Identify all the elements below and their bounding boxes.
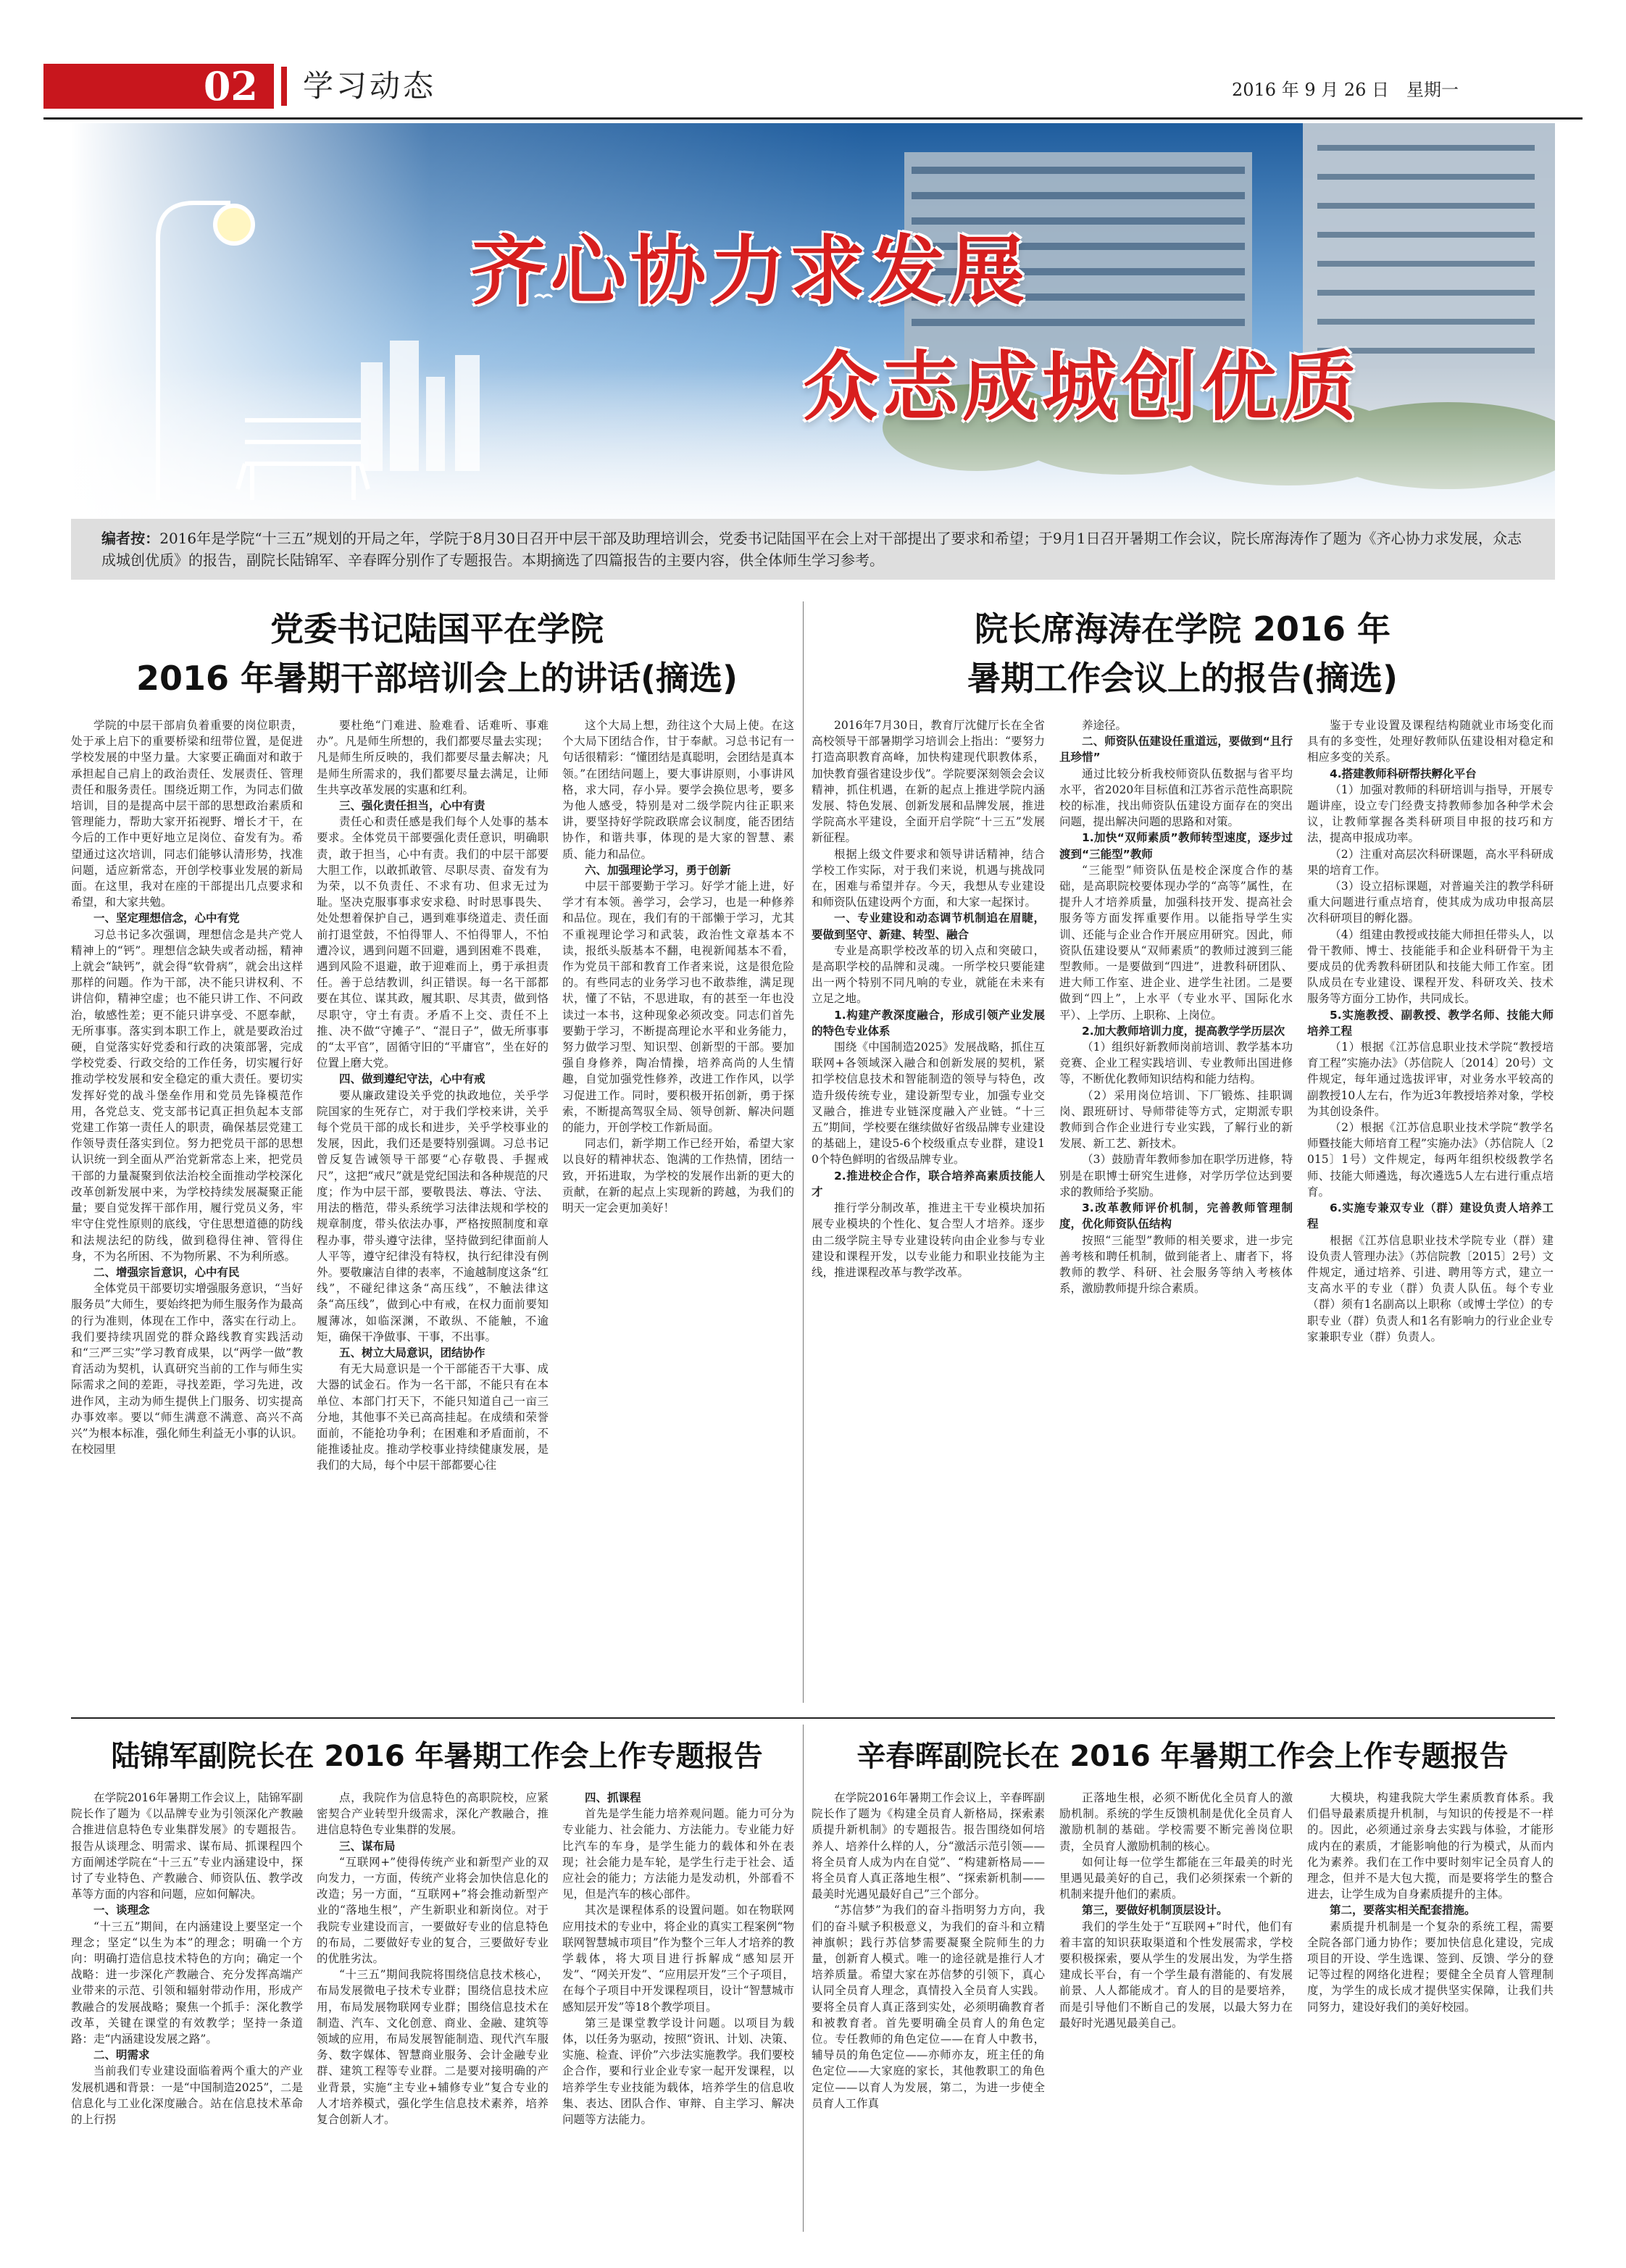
paragraph: 根据上级文件要求和领导讲话精神，结合学校工作实际，对于我们来说，机遇与挑战同在，困难与希望并存。今天，我想从专业建设和师资队伍建设两个方面，和大家一起探讨。 (812, 847, 1045, 909)
paragraph: “十三五”期间，在内涵建设上要坚定一个理念；坚定“以生为本”的理念；明确一个方向：明确打造信息技术特色的方向；确定一个战略：进一步深化产教融合、充分发挥高端产业带来的示范、引领和辐射带动作用，形成产教融合的发展战略；聚焦一个抓手：深化教学改革，关键在课堂的有效教学；坚持一条道路：走“内涵建设发展之路”。 (71, 1919, 303, 2046)
paragraph: （1）组织好新教师岗前培训、教学基本功竞赛、企业工程实践培训、专业教师出国进修等，不断优化教师知识结构和能力结构。 (1059, 1041, 1293, 1086)
editor-note-box (71, 519, 1555, 580)
article-3-column-2 (317, 1790, 549, 2225)
paragraph: 点，我院作为信息特色的高职院校，应紧密契合产业转型升级需求，深化产教融合，推进信息特色专业集群的发展。 (317, 1791, 549, 1837)
subheading: 二、增强宗旨意识，心中有民 (93, 1265, 240, 1279)
paragraph: “苏信梦”为我们的奋斗指明努力方向，我们的奋斗赋予积极意义，为我们的奋斗和立精神旗帜；践行苏信梦需要凝聚全院师生的力量，创新育人模式。唯一的途径就是推行人才培养质量。希望大家在苏信梦的引领下，真心认同全员育人理念，真情投入全员育人实践。要将全员育人真正落到实处，必须明确教育者和被教育者。首先要明确全员育人的角色定位。专任教师的角色定位——在育人中教书，辅导员的角色定位——亦师亦友，班主任的角色定位——大家庭的家长，其他教职工的角色定位——以育人为发展，第二，为进一步使全员育人工作真 (812, 1904, 1045, 2110)
issue-date: 2016 年 9 月 26 日 星期一 (1232, 80, 1459, 100)
header-rule (43, 117, 1583, 120)
subheading: 三、强化责任担当，心中有责 (339, 799, 485, 813)
paragraph: 责任心和责任感是我们每个人处事的基本要求。全体党员干部要强化责任意识，明确职责，敢于担当，心中有责。我们的中层干部要大胆工作，以敢抓敢管、尽职尽责、奋发有为为荣，以不负责任、不求有功、但求无过为耻。坚决克服事事求安求稳、时时思事畏失、处处想着保护自己，遇到难事绕道走、责任面前打退堂鼓，不怕得罪人、不怕得罪人，不怕遭冷议，遇到问题不回避，遇到困难不畏难，遇到风险不退避，敢于迎难而上，勇于承担责任。善于总结教训，纠正错误。每一名干部都要在其位、谋其政，履其职、尽其责，做到恪尽职守，守土有责。矛盾不上交、责任不上推、决不做“守摊子”、“混日子”，做无所事事的“太平官”，固循守旧的“平庸官”，坐在好的位置上磨大党。 (317, 815, 549, 1070)
article-4-column-2 (1059, 1790, 1293, 2225)
column-divider-lower (803, 1725, 804, 2232)
article-2-column-1 (812, 717, 1045, 1696)
paragraph: （2）根据《江苏信息职业技术学院“教学名师暨技能大师培育工程”实施办法》（苏信院人〔2015〕1号）文件规定，每两年组织校级教学名师、技能大师遴选，每次遴选5人左右进行重点培育。 (1307, 1121, 1554, 1198)
header-separator (281, 67, 287, 106)
subheading: 三、谋布局 (339, 1839, 396, 1853)
paragraph: 全体党员干部要切实增强服务意识，“当好服务员”大师生，要始终把为师生服务作为最高的行为准则，体现在工作中，落实在行动上。我们要持续巩固党的群众路线教育实践活动和“三严三实”学习教育成果，以“两学一做”教育活动为契机，认真研究当前的工作与师生实际需求之间的差距，寻找差距，学习先进，改进作风，主动为师生提供上门服务、切实提高办事效率。要以“师生满意不满意、高兴不高兴”为根本标准，强化师生利益无小事的认识。在校园里 (71, 1282, 303, 1456)
subheading: 二、明需求 (93, 2048, 150, 2062)
paragraph: 首先是学生能力培养观问题。能力可分为专业能力、社会能力、方法能力。专业能力好比汽车的车身，是学生能力的载体和外在表现；社会能力是车轮，是学生行走于社会、适应社会的能力；方法能力是发动机，外部看不见，但是汽车的核心部件。 (562, 1807, 794, 1901)
subheading: 5.实施教授、副教授、教学名师、技能大师培养工程 (1307, 1008, 1554, 1038)
paragraph: （3）鼓励青年教师参加在职学历进修，特别是在职博士研究生进修，对学历学位达到要求的教师给予奖励。 (1059, 1153, 1293, 1198)
paragraph: 鉴于专业设置及课程结构随就业市场变化而具有的多变性，处理好教师队伍建设相对稳定和相应多变的关系。 (1307, 719, 1554, 764)
paragraph: 根据《江苏信息职业技术学院专业（群）建设负责人管理办法》（苏信院教〔2015〕2号）文件规定，通过培养、引进、聘用等方式，建立一支高水平的专业（群）负责人队伍。每个专业（群）须有1名副高以上职称（或博士学位）的专职专业（群）负责人和1名有影响力的行业企业专家兼职专业（群）负责人。 (1307, 1233, 1554, 1343)
paragraph: “三能型”师资队伍是校企深度合作的基础，是高职院校要体现办学的“高等”属性，在提升人才培养质量，加强科技开发、提高社会服务等方面发挥重要作用。以能指导学生实训、还能与企业合作开展应用研究。因此，师资队伍建设要从“双师素质”的教师过渡到三能型教师。一是要做到“四进”，进教科研团队、进大师工作室、进企业、进学生社团。二是要做到“四上”，上水平（专业水平、国际化水平）、上学历、上职称、上岗位。 (1059, 863, 1293, 1022)
subheading: 四、做到遵纪守法，心中有戒 (339, 1072, 485, 1086)
article-2-title-line-2: 暑期工作会议上的报告(摘选) (967, 659, 1398, 698)
article-4-column-3 (1307, 1790, 1554, 2225)
paragraph: 第三是课堂教学设计问题。以项目为载体，以任务为驱动，按照“资讯、计划、决策、实施、检查、评价”六步法实施教学。我们要校企合作，要和行业企业专家一起开发课程，以培养学生专业技能为载体，培养学生的信息收集、表达、团队合作、审辩、自主学习、解决问题等方法能力。 (562, 2016, 794, 2127)
article-3-column-1 (71, 1790, 303, 2225)
paragraph: （4）组建由教授或技能大师担任带头人，以骨干教师、博士、技能能手和企业科研骨干为主要成员的优秀教科研团队和技能大师工作室。团队成员在专业建设、课程开发、科研攻关、技术服务等方面分工协作，共同成长。 (1307, 927, 1554, 1006)
subheading: 一、谈理念 (93, 1904, 150, 1917)
paragraph: 素质提升机制是一个复杂的系统工程，需要全院各部门通力协作；要加快信息化建设，完成项目的开设、学生选课、签到、反馈、学分的登记等过程的网络化进程；要健全全员育人管理制度，为学生的成长成才提供坚实保障，让我们共同努力，建设好我们的美好校园。 (1307, 1919, 1554, 2014)
subheading: 3.改革教师评价机制，完善教师管理制度，优化师资队伍结构 (1059, 1201, 1293, 1231)
article-1-column-1 (71, 717, 303, 1696)
paragraph: “互联网+”使得传统产业和新型产业的双向发力，一方面，传统产业将会加快信息化的改造；另一方面，“互联网+”将会推动新型产业的“落地生根”，产生新职业和新岗位。对于我院专业建设而言，一要做好专业的信息特色的布局，二要做好专业的复合，三要做好专业的优胜劣汰。 (317, 1855, 549, 1966)
paragraph: （2）注重对高层次科研课题，高水平科研成果的培育工作。 (1307, 847, 1554, 877)
subheading: 2.推进校企合作，联合培养高素质技能人才 (812, 1169, 1045, 1198)
paragraph: （3）设立招标课题，对普遍关注的教学科研重大问题进行重点培育，使其成为成功申报高层次科研项目的孵化器。 (1307, 880, 1554, 925)
subheading: 一、坚定理想信念，心中有党 (93, 912, 240, 925)
article-3-column-3 (562, 1790, 794, 2225)
subheading: 6.实施专兼双专业（群）建设负责人培养工程 (1307, 1201, 1554, 1231)
subheading: 四、抓课程 (585, 1791, 641, 1804)
editor-note-label: 编者按： (101, 530, 160, 547)
paragraph: 通过比较分析我校师资队伍数据与省平均水平，省2020年目标值和江苏省示范性高职院校的标准，找出师资队伍建设方面存在的突出问题，提出解决问题的思路和对策。 (1059, 767, 1293, 829)
subheading: 2.加大教师培训力度，提高教学学历层次 (1082, 1024, 1285, 1038)
subheading: 1.加快“双师素质”教师转型速度，逐步过渡到“三能型”教师 (1059, 831, 1293, 861)
section-title: 学习动态 (303, 68, 437, 104)
page-number: 02 (203, 63, 258, 109)
column-divider (803, 601, 804, 1703)
paragraph: 同志们，新学期工作已经开始，希望大家以良好的精神状态、饱满的工作热情，团结一致，开拓进取，为学校的发展作出新的更大的贡献，在新的起点上实现新的跨越，为我们的明天一定会更加美好！ (562, 1137, 794, 1215)
section-rule (71, 1717, 1555, 1719)
paragraph: 要从廉政建设关乎党的执政地位，关乎学院国家的生死存亡，对于我们学校来讲，关乎每个党员干部的成长和进步，关乎学校事业的发展，因此，我们还是要特别强调。习总书记曾反复告诫领导干部要“心存敬畏、手握戒尺”，这把“戒尺”就是党纪国法和各种规范的尺度；作为中层干部，要敬畏法、尊法、守法、用法的楷范，带头系统学习法律法规和学校的规章制度，带头依法办事，严格按照制度和章程办事，带头遵守法律，坚持做到纪律面前人人平等，遵守纪律没有特权，执行纪律没有例外。要敬廉洁自律的表率，不逾越制度这条“红线”，不碰纪律这条“高压线”，不触法律这条“高压线”，做到心中有戒，在权力面前要知履薄冰，如临深渊，不敢纵、不能触，不逾矩，确保干净做事、干事，不出事。 (317, 1088, 549, 1343)
paragraph: 其次是课程体系的设置问题。如在物联网应用技术的专业中，将企业的真实工程案例“物联网智慧城市项目”作为整个三年人才培养的教学载体，将大项目进行拆解成“感知层开发”、“网关开发”、“应用层开发”三个子项目，在每个子项目中开发课程项目，设计“智慧城市感知层开发”等18个教学项目。 (562, 1904, 794, 2014)
paragraph: 要杜绝“门难进、脸难看、话难听、事难办”。凡是师生所想的，我们都要尽量去实现；凡是师生所反映的，我们都要尽量去解决；凡是师生所需求的，我们都要尽量去满足，让师生共享改革发展的实惠和红利。 (317, 719, 549, 796)
banner-headline-2: 众志成城创优质 (803, 343, 1362, 431)
paragraph: 按照“三能型”教师的相关要求，进一步完善考核和聘任机制，做到能者上、庸者下，将教师的教学、科研、社会服务等纳入考核体系，激励教师提升综合素质。 (1059, 1233, 1293, 1296)
subheading: 第二，要落实相关配套措施。 (1330, 1904, 1476, 1917)
article-2-column-2 (1059, 717, 1293, 1696)
editor-note (101, 528, 1522, 571)
paragraph: 我们的学生处于“互联网+”时代，他们有着丰富的知识获取渠道和个性发展需求，学校要积极探索，要从学生的发展出发，为学生搭建成长平台，有一个学生最有潜能的、有发展前景、人人都能成才。育人的目的是要培养，而是引导他们不断自己的发展，以最大努力在最好时光遇见最美自己。 (1059, 1919, 1293, 2030)
subheading: 二、师资队伍建设任重道远，要做到“且行且珍惜” (1059, 735, 1293, 764)
paragraph: 有无大局意识是一个干部能否干大事、成大器的试金石。作为一名干部，不能只有在本单位、本部门打天下，不能只知道自己一亩三分地，其他事不关已高高挂起。在成绩和荣誉面前，不能抢功争利；在困难和矛盾面前，不能推诿扯皮。推动学校事业持续健康发展，是我们的大局，每个中层干部都要心往 (317, 1362, 549, 1472)
paragraph: 当前我们专业建设面临着两个重大的产业发展机遇和背景：一是“中国制造2025”，二是信息化与工业化深度融合。站在信息技术革命的上行拐 (71, 2064, 303, 2127)
article-3-title: 陆锦军副院长在 2016 年暑期工作会上作专题报告 (111, 1740, 763, 1773)
paragraph: 正落地生根，必须不断优化全员育人的激励机制。系统的学生反馈机制是优化全员育人激励机制的基础。学校需要不断完善岗位职责，全员育人激励机制的核心。 (1059, 1791, 1293, 1853)
paragraph: 在学院2016年暑期工作会议上，辛春晖副院长作了题为《构建全员育人新格局，探索素质提升新机制》的专题报告。报告围绕如何培养人、培养什么样的人，分“激活示范引领——将全员育人成为内在自觉”、“构建新格局——将全员育人真正落地生根”、“探索新机制——最美时光遇见最好自己”三个部分。 (812, 1791, 1045, 1901)
paragraph: （1）加强对教师的科研培训与指导，开展专题讲座，设立专门经费支持教师参加各种学术会议，让教师掌握各类科研项目申报的技巧和方法，提高申报成功率。 (1307, 783, 1554, 845)
paragraph: 学院的中层干部肩负着重要的岗位职责，处于承上启下的重要桥梁和纽带位置，是促进学校发展的中坚力量。大家要正确面对和敢于承担起自己肩上的政治责任、发展责任、管理责任和服务责任。围绕近期工作，为同志们做培训，目的是提高中层干部的思想政治素质和管理能力，帮助大家开拓视野、增长才干，在今后的工作中更好地立足岗位、奋发有为。希望通过这次培训，同志们能够认清形势，找准问题，适应新常态，开创学校事业发展的新局面。在这里，我对在座的干部提出几点要求和希望，和大家共勉。 (71, 719, 303, 909)
article-4-column-1 (812, 1790, 1045, 2225)
paragraph: 在学院2016年暑期工作会议上，陆锦军副院长作了题为《以品牌专业为引领深化产教融合推进信息特色专业集群发展》的专题报告。报告从谈理念、明需求、谋布局、抓课程四个方面阐述学院在“十三五”专业内涵建设中，探讨了专业特色、产教融合、师资队伍、教学改革等方面的内容和问题，应如何解决。 (71, 1791, 303, 1901)
paragraph: 中层干部要勤于学习。好学才能上进，好学才有本领。善学习，会学习，也是一种修养和品位。现在，我们有的干部懒于学习，尤其不重视理论学习和武装，政治性文章基本不读，报纸头版基本不翻，电视新闻基本不看，作为党员干部和教育工作者来说，这是很危险的。有些同志的业务学习也不敢恭维，满足现状，懂了不钻，不思进取，有的甚至一年也没读过一本书，这种现象必须改变。同志们首先要勤于学习，不断提高理论水平和业务能力，努力做学习型、知识型、创新型的干部。要加强自身修养，陶冶情操，培养高尚的人生情趣，自觉加强党性修养，改进工作作风，以学习促进工作。同时，要积极开拓创新，勇于探索，不断提高驾驭全局、领导创新、解决问题的能力，开创学校工作新局面。 (562, 880, 794, 1135)
article-1-title-line-1: 党委书记陆国平在学院 (270, 609, 604, 649)
paragraph: “十三五”期间我院将围绕信息技术核心，布局发展微电子技术专业群；围绕信息技术应用，布局发展物联网专业群；围绕信息技术在制造、汽车、文化创意、商业、金融、建筑等领域的应用，布局发展智能制造、现代汽车服务、数字媒体、智慧商业服务、会计金融专业群、建筑工程等专业群。二是要对接明确的产业背景，实施“主专业+辅修专业”复合专业的人才培养模式，强化学生信息技术素养，培养复合创新人才。 (317, 1968, 549, 2127)
subheading: 第三，要做好机制顶层设计。 (1082, 1904, 1228, 1917)
paragraph: 2016年7月30日，教育厅沈健厅长在全省高校领导干部暑期学习培训会上指出：“要努力打造高职教育高峰，加快构建现代职教体系，加快教育强省建设步伐”。学院要深刻领会会议精神，抓住机遇，在新的起点上推进学院内涵发展、特色发展、创新发展和品牌发展，推进学院高水平建设，全面开启学院“十三五”发展新征程。 (812, 719, 1045, 845)
article-2-column-3 (1307, 717, 1554, 1696)
subheading: 1.构建产教深度融合，形成引领产业发展的特色专业体系 (812, 1008, 1045, 1038)
paragraph: 养途径。 (1082, 719, 1127, 732)
article-1-column-3 (562, 717, 794, 1696)
editor-note-text: 2016年是学院“十三五”规划的开局之年，学院于8月30日召开中层干部及助理培训会，党委书记陆国平在会上对干部提出了要求和希望；于9月1日召开暑期工作会议，院长席海涛作了题为《齐心协力求发展，众志成城创优质》的报告，副院长陆锦军、辛春晖分别作了专题报告。本期摘选了四篇报告的主要内容，供全体师生学习参考。 (101, 530, 1522, 569)
paragraph: 习总书记多次强调，理想信念是共产党人精神上的“钙”。理想信念缺失或者动摇，精神上就会“缺钙”，就会得“软骨病”，就会出这样那样的问题。作为干部，决不能只讲权利、不讲信仰，精神空虚；也不能只讲工作、不问政治，敏感性差；更不能只讲享受、不愿奉献，无所事事。落实到本职工作上，就是要政治过硬，自觉落实好党委和行政的决策部署，完成学校党委、行政交给的工作任务，切实履行好推动学校发展和安全稳定的重大责任。要切实发挥好党的战斗堡垒作用和党员先锋模范作用，各党总支、党支部书记真正担负起本支部党建工作第一责任人的职责，确保基层党建工作领导责任落实到位。努力把党员干部的思想认识统一到全面从严治党新常态上来，把党员干部的力量凝聚到依法治校全面推动学校深化改革创新发展中来，为学校持续发展凝聚正能量；要自觉发挥干部作用，履行党员义务，牢牢守住党性原则的底线，守住思想道德的防线和法规法纪的防线，做到稳得住神、管得住身，不为名所困、不为物所累、不为利所惑。 (71, 927, 303, 1263)
paragraph: 专业是高职学校改革的切入点和突破口，是高职学校的品牌和灵魂。一所学校只要能建出一两个特别不同凡响的专业，就能在未来有立足之地。 (812, 943, 1045, 1006)
article-1-title-line-2: 2016 年暑期干部培训会上的讲话(摘选) (136, 659, 738, 698)
subheading: 六、加强理论学习，勇于创新 (585, 863, 731, 877)
page-number-box (43, 64, 274, 109)
subheading: 一、专业建设和动态调节机制追在眉睫，要做到坚守、新建、转型、融合 (812, 912, 1045, 941)
subheading: 五、树立大局意识，团结协作 (339, 1346, 485, 1359)
paragraph: 推行学分制改革，推进主干专业模块加拓展专业模块的个性化、复合型人才培养。逐步由二级学院主导专业建设转向由企业参与专业建设和课程开发，以专业能力和职业技能为主线，推进课程改革与教学改革。 (812, 1201, 1045, 1279)
paragraph: 大模块，构建我院大学生素质教育体系。我们倡导最素质提升机制，与知识的传授是不一样的。因此，必须通过亲身去实践与体验，才能形成内在的素质，才能影响他的行为模式，从而内化为素养。我们在工作中要时刻牢记全员育人的理念，但并不是大包大揽，而是要将学生的整合进去，让学生成为自身素质提升的主体。 (1307, 1791, 1554, 1901)
subheading: 4.搭建教师科研帮扶孵化平台 (1330, 767, 1477, 780)
article-1-column-2 (317, 717, 549, 1696)
paragraph: 这个大局上想，劲往这个大局上使。在这个大局下团结合作，甘于奉献。习总书记有一句话很精彩：“懂团结是真聪明，会团结是真本领。”在团结问题上，要大事讲原则，小事讲风格，求大同，存小异。要学会换位思考，要多为他人感受，特别是对二级学院内往正职来讲，要坚持好学院政联席会议制度，能否团结协作，和谐共事，体现的是大家的智慧、素质、能力和品位。 (562, 719, 794, 861)
banner-headline-1: 齐心协力求发展 (471, 227, 1030, 315)
paragraph: 围绕《中国制造2025》发展战略，抓住互联网+各领域深入融合和创新发展的契机，紧扣学校信息技术和智能制造的领导与特色，改造升级传统专业，建设新型专业，加强专业交叉融合，推进专业链深度融入产业链。“十三五”期间，学校要在继续做好省级品牌专业建设的基础上，建设5-6个校级重点专业群，建设10个特色鲜明的省级品牌专业。 (812, 1041, 1045, 1167)
article-2-title-line-1: 院长席海涛在学院 2016 年 (974, 609, 1391, 649)
paragraph: （1）根据《江苏信息职业技术学院“教授培育工程”实施办法》（苏信院人〔2014〕20号）文件规定，每年通过选拔评审，对业务水平较高的副教授10人左右，作为近3年教授培养对象，学校为其创设条件。 (1307, 1041, 1554, 1118)
paragraph: （2）采用岗位培训、下厂锻炼、挂职调岗、跟班研讨、导师带徒等方式，定期派专职教师到合作企业进行专业实践，了解行业的新发展、新工艺、新技术。 (1059, 1088, 1293, 1151)
banner-image (71, 123, 1555, 529)
paragraph: 如何让每一位学生都能在三年最美的时光里遇见最美好的自己，我们必须探索一个新的机制来提升他们的素质。 (1059, 1855, 1293, 1901)
article-4-title: 辛春晖副院长在 2016 年暑期工作会上作专题报告 (856, 1740, 1509, 1773)
